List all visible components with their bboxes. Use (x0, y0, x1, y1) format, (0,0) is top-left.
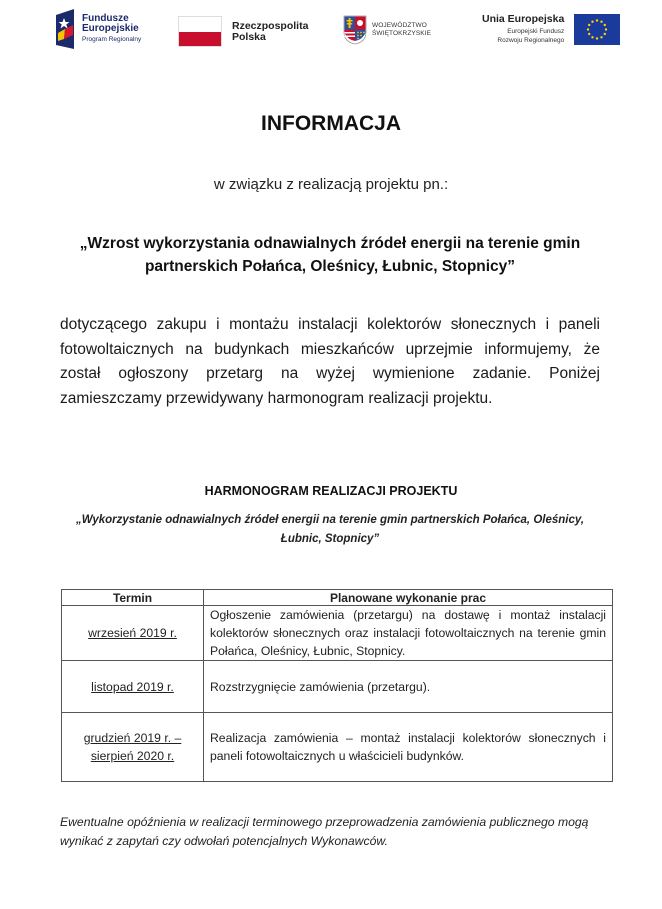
term-cell (62, 713, 204, 782)
table-row (62, 661, 613, 713)
eu-star-icon (588, 33, 590, 35)
footnote: Ewentualne opóźnienia w realizacji terminowego przeprowadzenia zamówienia publicznego mogą wynikać z zapytań czy odwołań potencjalnych Wykonawców. (60, 815, 589, 848)
rzeczpospolita-logo (178, 16, 308, 47)
term-link[interactable]: listopad 2019 r. (91, 679, 174, 694)
header-planowane: Planowane wykonanie prac (204, 590, 613, 606)
eu-star-icon (601, 21, 603, 23)
eu-flag-icon (574, 14, 620, 45)
eu-star-icon (596, 37, 598, 39)
logo-bar (0, 0, 662, 60)
term-cell (62, 661, 204, 713)
unia-line1: Unia Europejska (482, 12, 565, 25)
term-link[interactable]: grudzień 2019 r. – (83, 731, 182, 745)
fundusze-line2: Europejskie (82, 22, 139, 34)
eu-star-icon (601, 36, 603, 38)
table-row (62, 606, 613, 661)
body-paragraph: dotyczącego zakupu i montażu instalacji kolektorów słonecznych i paneli fotowoltaicznych na budynkach mieszkańców uprzejmie informujemy, że został ogłoszony przetarg na wyżej wymienione zadanie. Poniżej zamieszczamy przewidywany harmonogram realizacji projektu. (60, 316, 600, 407)
eu-star-icon (587, 28, 589, 30)
term-link[interactable]: wrzesień 2019 r. (88, 626, 177, 640)
wojewodztwo-logo (343, 15, 431, 45)
table-header-row (62, 590, 613, 606)
unia-line2: Europejski Fundusz (507, 27, 565, 35)
schedule-subtitle: „Wykorzystanie odnawialnych źródeł energii na terenie gmin partnerskich Połańca, Oleśnicy, Łubnic, Stopnicy” (75, 514, 585, 545)
wojewodztwo-line2: ŚWIĘTOKRZYSKIE (372, 30, 432, 37)
coat-of-arms-icon (343, 15, 367, 45)
description-cell: Realizacja zamówienia – montaż instalacji kolektorów słonecznych i paneli fotowoltaicznych u właścicieli budynków. (204, 713, 613, 782)
eu-star-icon (596, 19, 598, 21)
header-termin: Termin (62, 590, 204, 606)
document-title: INFORMACJA (261, 112, 401, 135)
schedule-table (61, 589, 613, 782)
description-cell: Ogłoszenie zamówienia (przetargu) na dostawę i montaż instalacji kolektorów słonecznych oraz instalacji fotowoltaicznych na terenie gmin Połańca, Oleśnicy, Łubnic, Stopnicy. (204, 606, 613, 661)
term-link-end[interactable]: sierpień 2020 r. (90, 749, 175, 763)
eu-star-icon (592, 36, 594, 38)
eu-star-icon (604, 24, 606, 26)
fundusze-europejskie-logo (54, 9, 141, 49)
eu-star-icon (588, 24, 590, 26)
table-row (62, 713, 613, 782)
fundusze-line1: Fundusze (82, 12, 129, 24)
document-subtitle: w związku z realizacją projektu pn.: (213, 176, 449, 193)
eu-star-icon (604, 33, 606, 35)
description-cell: Rozstrzygnięcie zamówienia (przetargu). (204, 661, 613, 713)
unia-line3: Rozwoju Regionalnego (497, 36, 565, 44)
eu-star-icon (605, 28, 607, 30)
rzeczpospolita-line1: Rzeczpospolita (232, 19, 309, 32)
eu-star-icon (592, 21, 594, 23)
rzeczpospolita-line2: Polska (232, 30, 266, 43)
fundusze-europejskie-icon (54, 9, 76, 49)
schedule-title: HARMONOGRAM REALIZACJI PROJEKTU (204, 484, 458, 498)
wojewodztwo-line1: WOJEWÓDZTWO (372, 22, 427, 29)
term-cell (62, 606, 204, 661)
polish-flag-icon (178, 16, 222, 47)
unia-europejska-logo (482, 14, 620, 45)
project-name: „Wzrost wykorzystania odnawialnych źródeł energii na terenie gmin partnerskich Połańca, Oleśnicy, Łubnic, Stopnicy” (79, 235, 581, 275)
fundusze-line3: Program Regionalny (82, 35, 142, 43)
